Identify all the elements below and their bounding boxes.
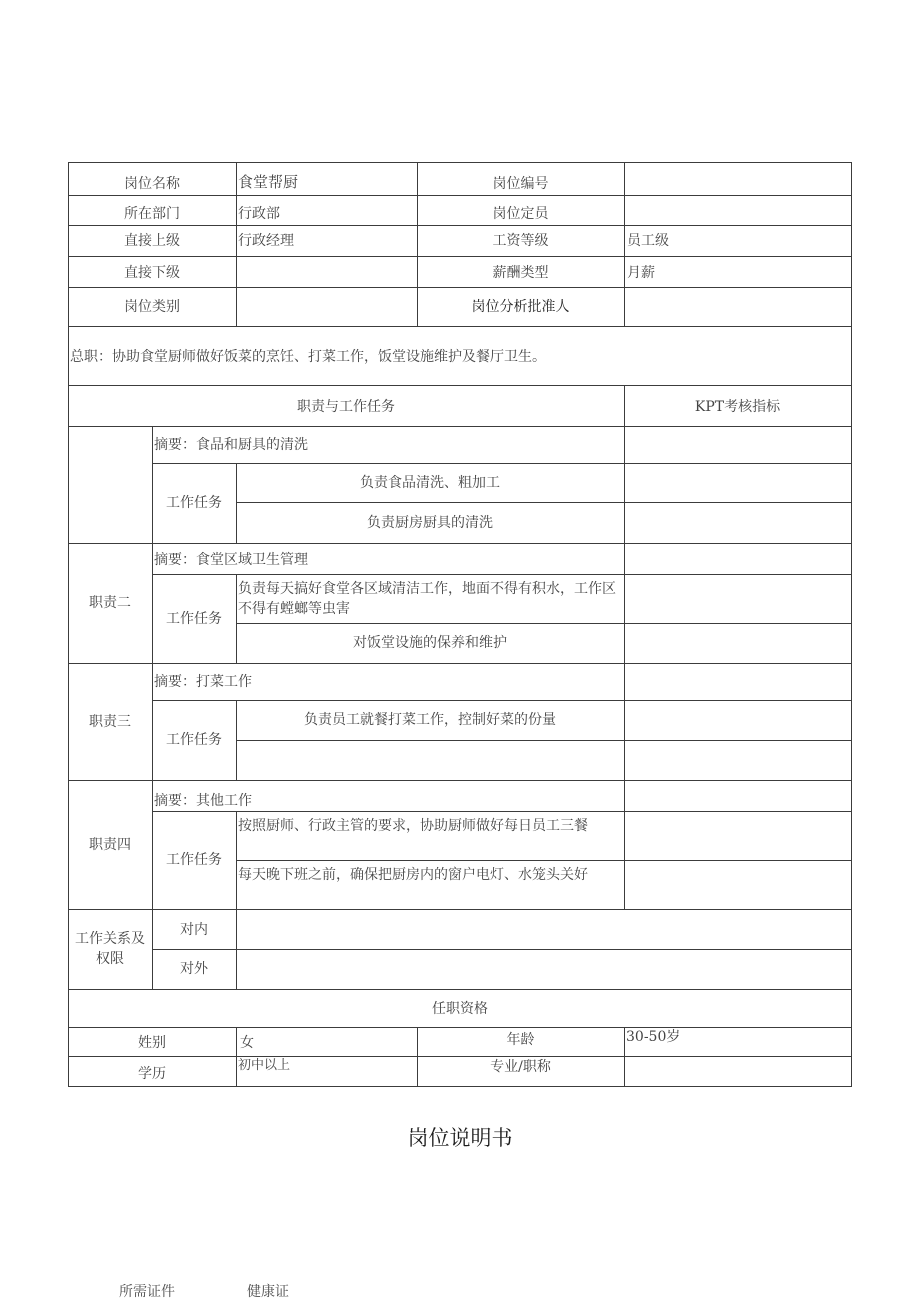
qualifications-header: 任职资格	[432, 1001, 488, 1017]
task-item: 按照厨师、行政主管的要求，协助厨师做好每日员工三餐	[238, 818, 588, 834]
internal-label: 对内	[180, 922, 208, 938]
task-item: 负责员工就餐打菜工作，控制好菜的份量	[304, 712, 556, 728]
grid-line	[236, 623, 852, 624]
relations-label: 工作关系及权限	[75, 931, 145, 967]
gender-label: 姓别	[138, 1035, 166, 1051]
task-item: 对饭堂设施的保养和维护	[353, 635, 507, 651]
grid-line	[236, 909, 237, 989]
subordinate-label: 直接下级	[124, 265, 180, 281]
task-item: 负责每天搞好食堂各区域清洁工作，地面不得有积水，工作区不得有螳螂等虫害	[238, 581, 616, 617]
job-summary: 总职：协助食堂厨师做好饭菜的烹饪、打菜工作，饭堂设施维护及餐厅卫生。	[70, 349, 546, 365]
position-name-value: 食堂帮厨	[238, 173, 299, 191]
grid-line	[68, 385, 852, 386]
grid-line	[236, 1027, 237, 1087]
grid-line	[68, 1086, 852, 1087]
grid-line	[68, 663, 852, 664]
document-title: 岗位说明书	[407, 1126, 513, 1150]
education-value: 初中以上	[238, 1058, 291, 1073]
task-label: 工作任务	[166, 611, 222, 627]
education-label: 学历	[138, 1066, 166, 1082]
department-label: 所在部门	[124, 206, 180, 222]
grid-line	[68, 909, 852, 910]
grid-line	[624, 162, 625, 326]
age-value: 30-50岁	[626, 1029, 681, 1045]
task-label: 工作任务	[166, 732, 222, 748]
superior-value: 行政经理	[238, 233, 294, 249]
task-label: 工作任务	[166, 495, 222, 511]
grid-line	[68, 426, 852, 427]
certificate-label: 所需证件	[119, 1284, 175, 1300]
task-item: 负责厨房厨具的清洗	[367, 515, 493, 531]
duty-summary: 摘要：其他工作	[154, 793, 252, 809]
task-item: 每天晚下班之前，确保把厨房内的窗户电灯、水笼头关好	[238, 867, 588, 883]
pay-type-label: 薪酬类型	[492, 265, 549, 281]
grid-line	[68, 1056, 852, 1057]
grid-line	[851, 162, 852, 1087]
duty-name: 职责二	[89, 595, 131, 611]
grid-line	[68, 1027, 852, 1028]
duties-header: 职责与工作任务	[297, 399, 395, 415]
duty-summary: 摘要：打菜工作	[154, 674, 252, 690]
task-label: 工作任务	[166, 852, 222, 868]
duty-summary: 摘要：食品和厨具的清洗	[154, 437, 308, 453]
category-label: 岗位类别	[124, 299, 180, 315]
duty-name: 职责四	[89, 837, 131, 853]
duty-summary: 摘要：食堂区域卫生管理	[154, 552, 308, 568]
grid-line	[68, 195, 852, 196]
certificate-value: 健康证	[247, 1284, 289, 1300]
grid-line	[68, 326, 852, 327]
grid-line	[68, 256, 852, 257]
position-code-label: 岗位编号	[492, 176, 549, 192]
grid-line	[624, 1027, 625, 1087]
grid-line	[68, 989, 852, 990]
salary-grade-value: 员工级	[627, 233, 669, 249]
grid-line	[236, 162, 237, 326]
superior-label: 直接上级	[124, 233, 180, 249]
salary-grade-label: 工资等级	[492, 233, 549, 249]
pay-type-value: 月薪	[627, 265, 655, 281]
external-label: 对外	[180, 961, 208, 977]
headcount-label: 岗位定员	[492, 206, 549, 222]
grid-line	[68, 780, 852, 781]
position-name-label: 岗位名称	[124, 176, 180, 192]
grid-line	[236, 740, 852, 741]
grid-line	[624, 385, 625, 910]
duty-name: 职责三	[89, 714, 131, 730]
grid-line	[236, 811, 237, 909]
gender-value: 女	[240, 1035, 254, 1051]
department-value: 行政部	[238, 206, 280, 222]
grid-line	[68, 225, 852, 226]
grid-line	[236, 502, 852, 503]
task-item: 负责食品清洗、粗加工	[360, 475, 500, 491]
approver-label: 岗位分析批准人	[471, 299, 570, 315]
kpi-header: KPT考核指标	[694, 399, 781, 415]
grid-line	[68, 162, 852, 163]
grid-line	[152, 574, 852, 575]
grid-line	[152, 463, 852, 464]
major-label: 专业/职称	[490, 1059, 551, 1075]
grid-line	[152, 700, 852, 701]
grid-line	[68, 543, 852, 544]
grid-line	[236, 860, 852, 861]
grid-line	[68, 287, 852, 288]
age-label: 年龄	[506, 1032, 535, 1048]
grid-line	[152, 949, 852, 950]
grid-line	[152, 811, 852, 812]
